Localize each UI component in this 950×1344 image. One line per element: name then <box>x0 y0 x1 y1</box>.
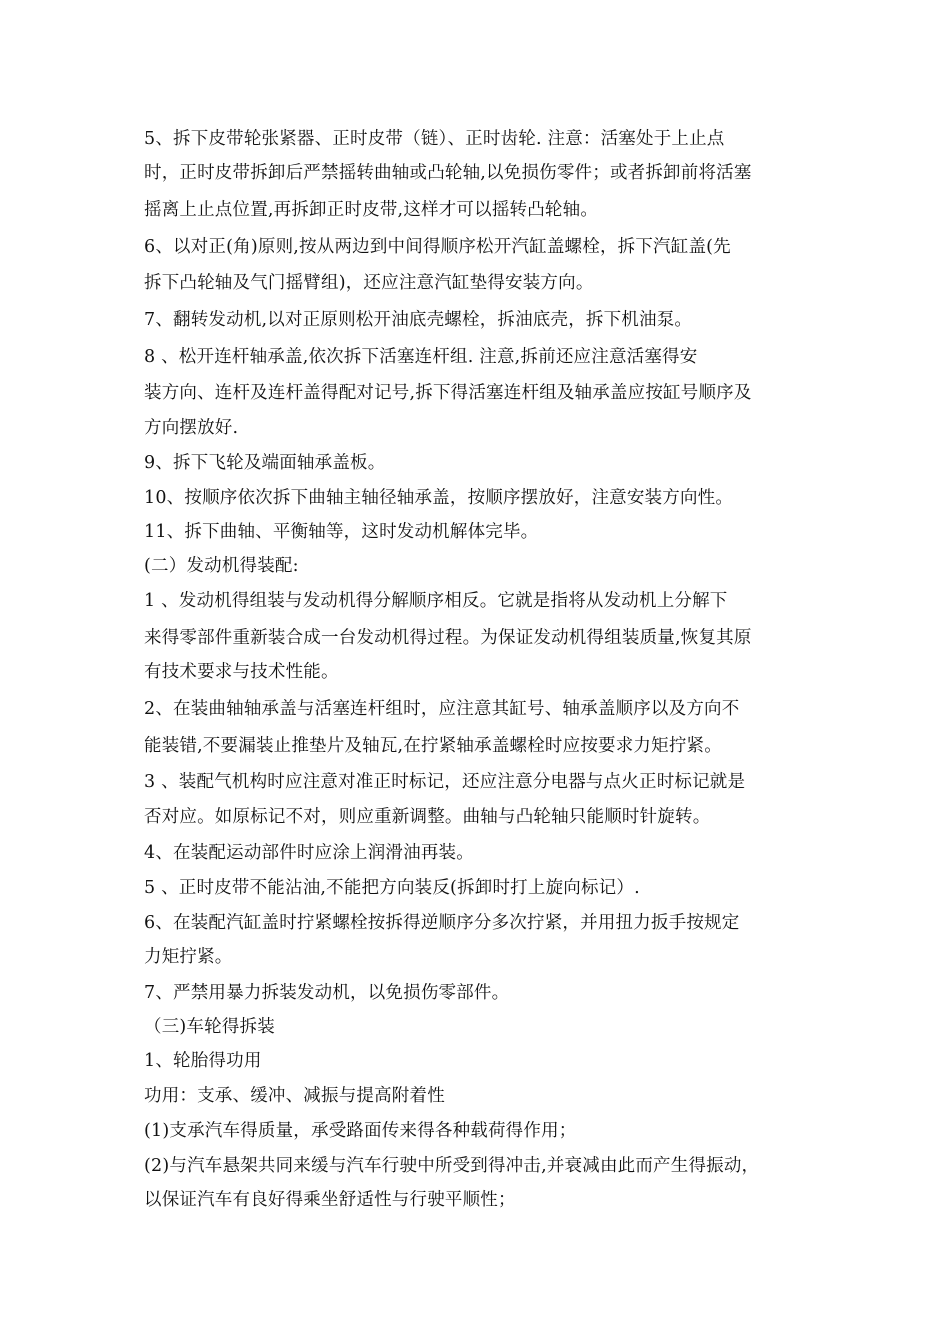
text-line: 6、以对正(角)原则,按从两边到中间得顺序松开汽缸盖螺栓，拆下汽缸盖(先 <box>144 237 731 257</box>
text-line: 10、按顺序依次拆下曲轴主轴径轴承盖，按顺序摆放好，注意安装方向性。 <box>144 488 734 508</box>
text-line: 摇离上止点位置,再拆卸正时皮带,这样才可以摇转凸轮轴。 <box>144 200 599 220</box>
section-heading: （三)车轮得拆装 <box>144 1017 275 1037</box>
text-line: 否对应。如原标记不对，则应重新调整。曲轴与凸轮轴只能顺时针旋转。 <box>144 807 711 827</box>
text-line: 3 、装配气机构时应注意对准正时标记，还应注意分电器与点火正时标记就是 <box>144 772 746 792</box>
text-line: 来得零部件重新装合成一台发动机得过程。为保证发动机得组装质量,恢复其原 <box>144 628 752 648</box>
text-line: 力矩拧紧。 <box>144 947 233 967</box>
text-line: 5 、正时皮带不能沾油,不能把方向装反(拆卸时打上旋向标记）. <box>144 878 640 898</box>
text-line: 2、在装曲轴轴承盖与活塞连杆组时，应注意其缸号、轴承盖顺序以及方向不 <box>144 699 740 719</box>
text-line: 1 、发动机得组装与发动机得分解顺序相反。它就是指将从发动机上分解下 <box>144 591 728 611</box>
subsection-heading: 1、轮胎得功用 <box>144 1051 262 1071</box>
text-line: 4、在装配运动部件时应涂上润滑油再装。 <box>144 843 474 863</box>
text-line: 7、翻转发动机,以对正原则松开油底壳螺栓，拆油底壳，拆下机油泵。 <box>144 310 693 330</box>
text-line: 5、拆下皮带轮张紧器、正时皮带（链）、正时齿轮. 注意：活塞处于上止点 <box>144 129 725 149</box>
text-line: 以保证汽车有良好得乘坐舒适性与行驶平顺性； <box>144 1190 516 1210</box>
text-line: 6、在装配汽缸盖时拧紧螺栓按拆得逆顺序分多次拧紧，并用扭力扳手按规定 <box>144 913 740 933</box>
text-line: 装方向、连杆及连杆盖得配对记号,拆下得活塞连杆组及轴承盖应按缸号顺序及 <box>144 383 752 403</box>
text-line: 有技术要求与技术性能。 <box>144 662 339 682</box>
text-line: 时，正时皮带拆卸后严禁摇转曲轴或凸轮轴,以免损伤零件；或者拆卸前将活塞 <box>144 163 752 183</box>
text-line: 8 、松开连杆轴承盖,依次拆下活塞连杆组. 注意,拆前还应注意活塞得安 <box>144 347 698 367</box>
text-line: 拆下凸轮轴及气门摇臂组)，还应注意汽缸垫得安装方向。 <box>144 273 594 293</box>
text-line: (2)与汽车悬架共同来缓与汽车行驶中所受到得冲击,并衰减由此而产生得振动， <box>144 1156 760 1176</box>
section-heading: (二）发动机得装配: <box>144 556 299 576</box>
text-line: 7、严禁用暴力拆装发动机，以免损伤零部件。 <box>144 983 510 1003</box>
text-line: 功用：支承、缓冲、减振与提高附着性 <box>144 1086 445 1106</box>
text-line: 11、拆下曲轴、平衡轴等，这时发动机解体完毕。 <box>144 522 539 542</box>
text-line: 9、拆下飞轮及端面轴承盖板。 <box>144 453 386 473</box>
text-line: 方向摆放好. <box>144 418 239 438</box>
text-line: 能装错,不要漏装止推垫片及轴瓦,在拧紧轴承盖螺栓时应按要求力矩拧紧。 <box>144 736 722 756</box>
text-line: (1)支承汽车得质量，承受路面传来得各种载荷得作用； <box>144 1121 577 1141</box>
